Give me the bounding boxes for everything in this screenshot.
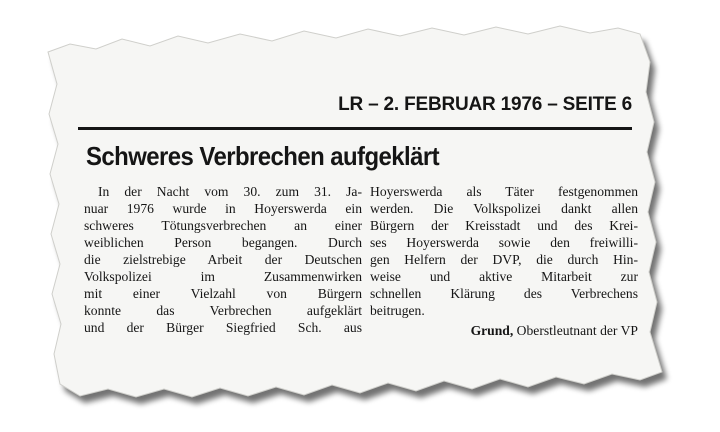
article-line: nuar 1976 wurde in Hoyerswerda ein — [84, 201, 362, 216]
article-line: die zielstrebige Arbeit der Deutschen — [84, 252, 362, 267]
article-line: Volkspolizei im Zusammenwirken — [84, 269, 362, 284]
article-line: weiblichen Person begangen. Durch — [84, 235, 362, 250]
article-column-left — [84, 183, 362, 336]
article-line: Hoyerswerda als Täter festgenommen — [370, 184, 638, 199]
article-line: mit einer Vielzahl von Bürgern — [84, 286, 362, 301]
article-line: und der Bürger Siegfried Sch. aus — [84, 320, 362, 335]
signature-title: Oberstleutnant der VP — [516, 323, 638, 338]
article-signature — [370, 322, 638, 339]
article-line: ses Hoyerswerda sowie den freiwilli- — [370, 235, 638, 250]
article-line: In der Nacht vom 30. zum 31. Ja- — [98, 184, 362, 199]
article-line: schweres Tötungsverbrechen an einer — [84, 218, 362, 233]
article-headline: Schweres Verbrechen aufgeklärt — [86, 141, 440, 171]
article-line: Bürgern der Kreisstadt und des Krei- — [370, 218, 638, 233]
article-line: konnte das Verbrechen aufgeklärt — [84, 303, 362, 318]
article-column-right — [370, 183, 638, 339]
article-line: schnellen Klärung des Verbrechens — [370, 286, 638, 301]
signature-name: Grund, — [470, 323, 514, 338]
article-line: werden. Die Volkspolizei dankt allen — [370, 201, 638, 216]
article-line: gen Helfern der DVP, die durch Hin- — [370, 252, 638, 267]
article-line: weise und aktive Mitarbeit zur — [370, 269, 638, 284]
header-rule — [78, 127, 632, 130]
article-line: beitrugen. — [370, 303, 425, 318]
newspaper-dateline: LR – 2. FEBRUAR 1976 – SEITE 6 — [338, 94, 632, 115]
